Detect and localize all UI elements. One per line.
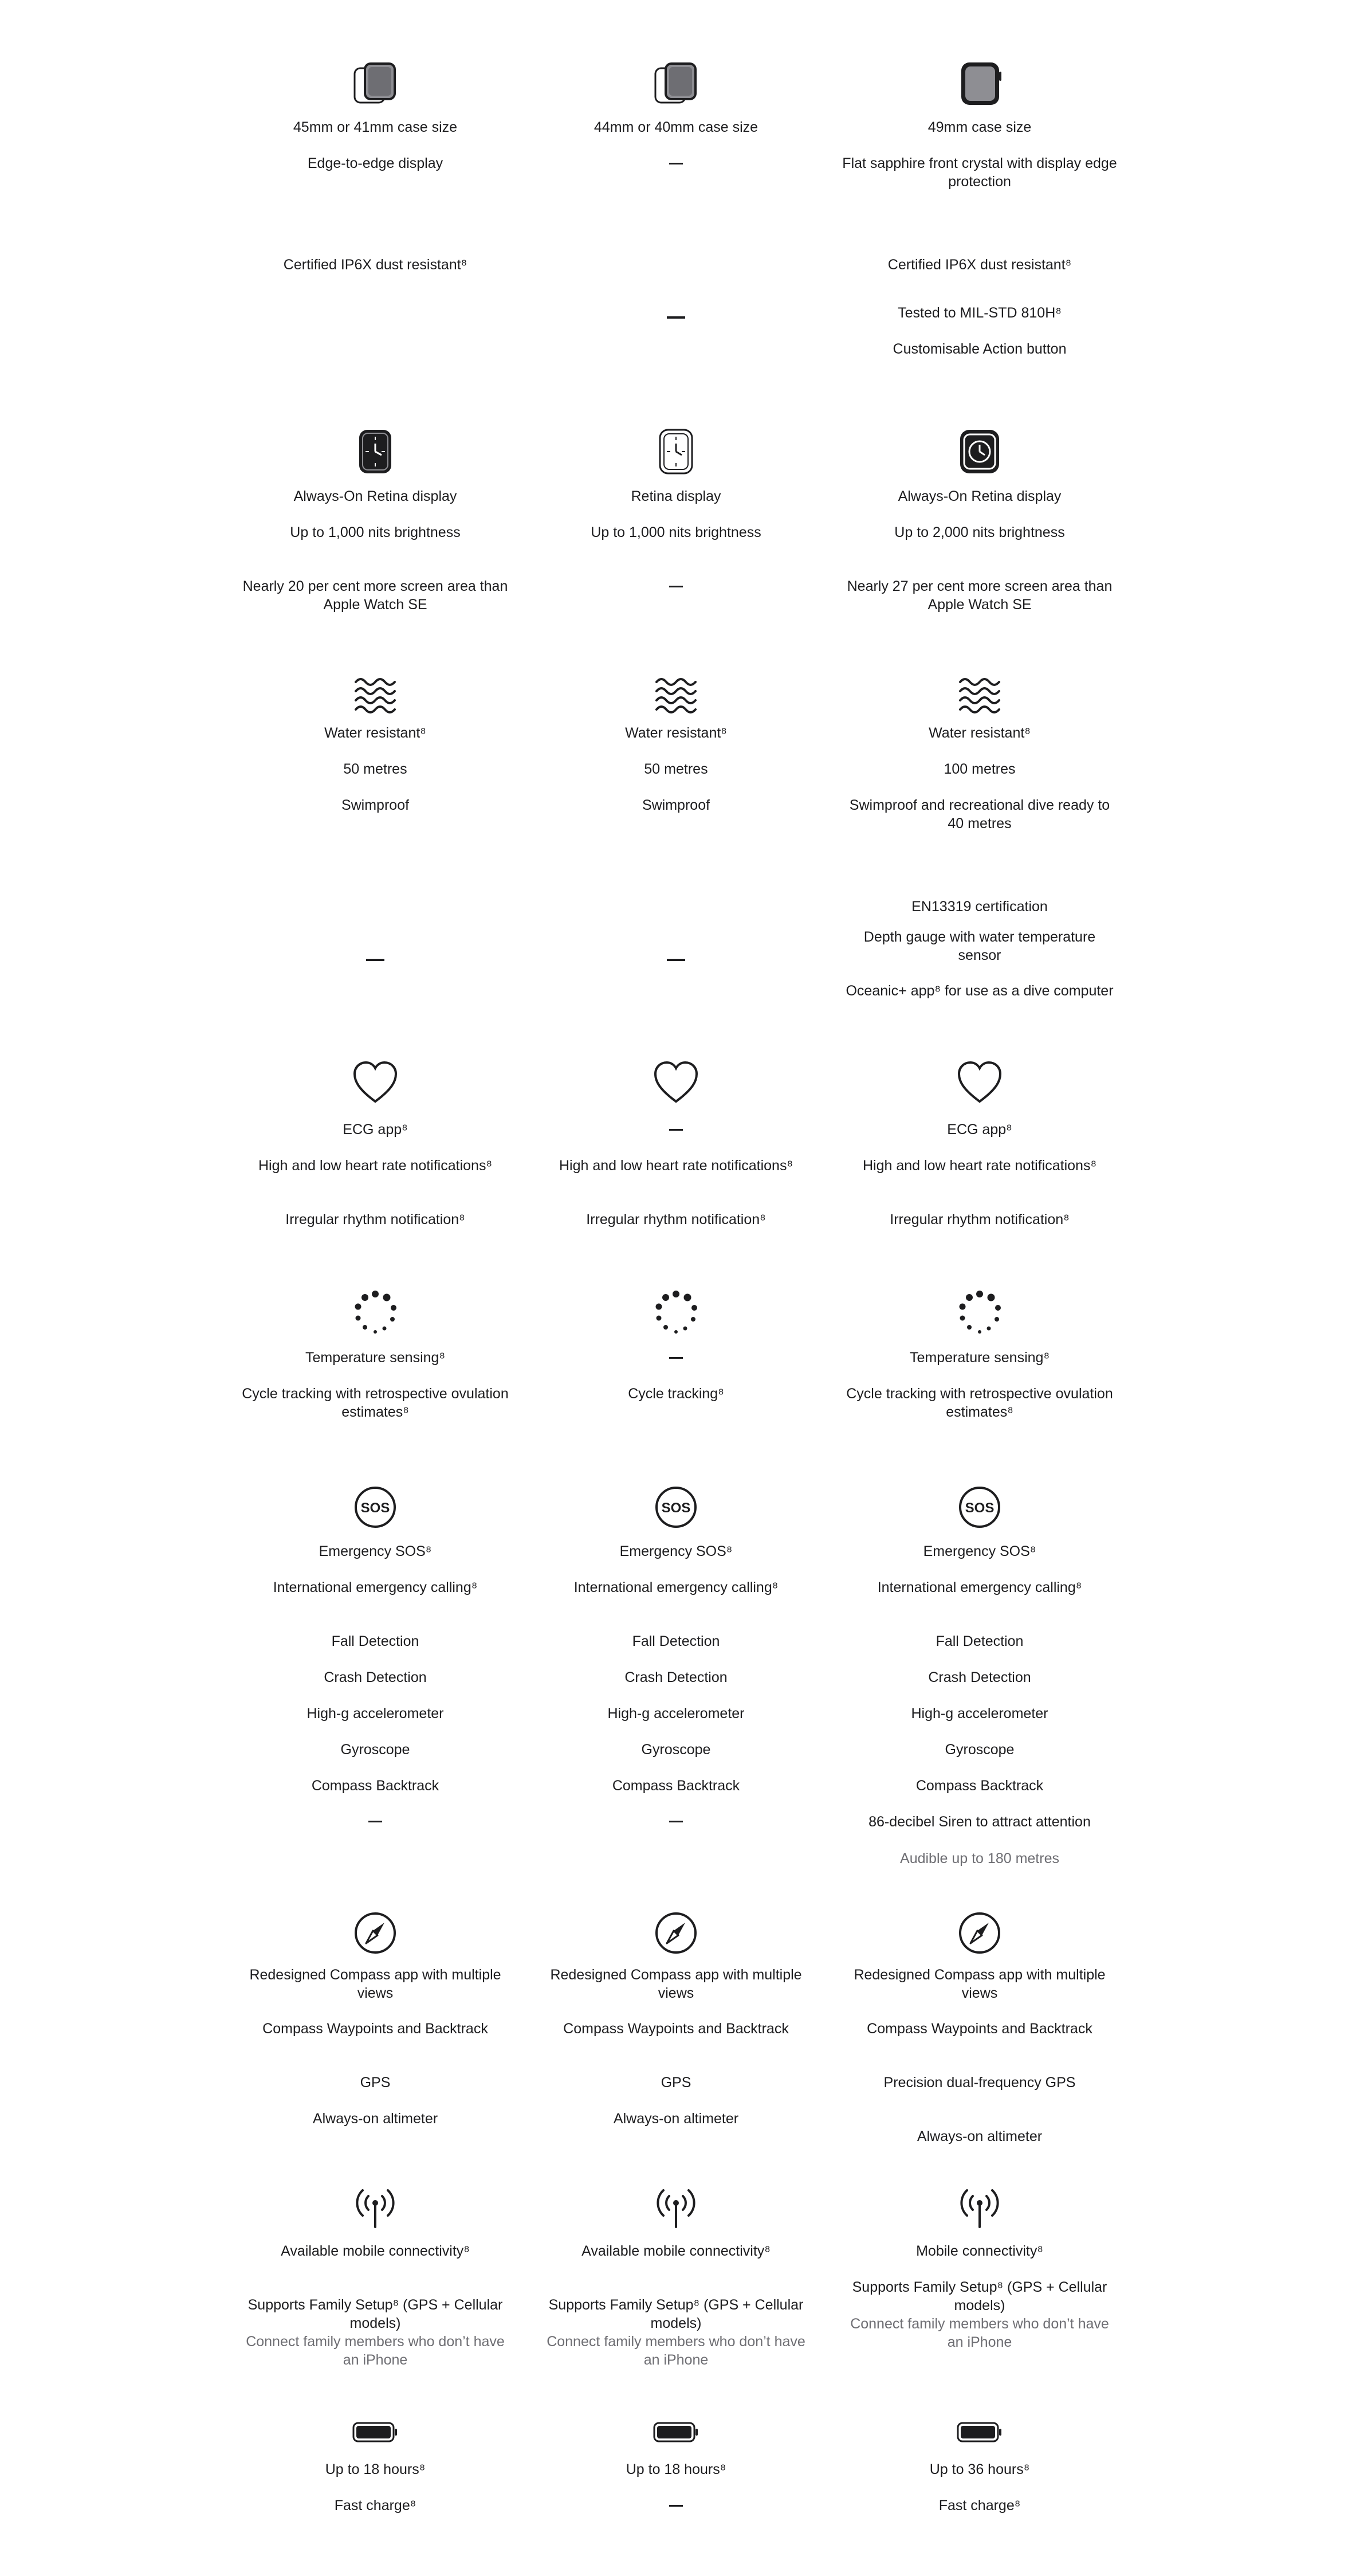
water-icon bbox=[957, 672, 1003, 717]
swimproof-text: Swimproof bbox=[341, 797, 410, 813]
emergency-sos-text: Emergency SOS⁸ bbox=[619, 1543, 733, 1559]
altimeter-text: Always-on altimeter bbox=[312, 2111, 438, 2127]
siren-note: Audible up to 180 metres bbox=[900, 1850, 1059, 1867]
svg-text:SOS: SOS bbox=[965, 1500, 995, 1516]
backtrack-text: Compass Backtrack bbox=[915, 1778, 1044, 1794]
always-on-display-icon bbox=[957, 429, 1003, 475]
cellular-icon bbox=[653, 2186, 699, 2232]
screen-area-not-available-dash bbox=[669, 586, 683, 587]
case-size-text: 44mm or 40mm case size bbox=[594, 119, 758, 135]
display-front-text: Flat sapphire front crystal with display edge protection bbox=[842, 155, 1117, 190]
dust-resistant-text: Certified IP6X dust resistant⁸ bbox=[887, 257, 1072, 273]
intl-calling-text: International emergency calling⁸ bbox=[573, 1579, 779, 1595]
always-on-display-icon bbox=[352, 429, 398, 475]
crash-detection-text: Crash Detection bbox=[928, 1669, 1031, 1685]
battery-text: Up to 36 hours⁸ bbox=[929, 2461, 1030, 2477]
cycle-tracking-text: Cycle tracking with retrospective ovulation estimates⁸ bbox=[846, 1386, 1113, 1420]
irregular-rhythm-text: Irregular rhythm notification⁸ bbox=[890, 1211, 1070, 1228]
dive-not-available-dash bbox=[366, 959, 384, 961]
intl-calling-text: International emergency calling⁸ bbox=[877, 1579, 1082, 1595]
heart-rate-text: High and low heart rate notifications⁸ bbox=[559, 1158, 793, 1174]
cellular-icon bbox=[352, 2186, 398, 2232]
siren-not-available-dash bbox=[669, 1821, 683, 1822]
durability-not-available-dash bbox=[667, 316, 685, 319]
compass-app-text: Redesigned Compass app with multiple views bbox=[249, 1967, 501, 2001]
display-type-text: Always-On Retina display bbox=[293, 488, 457, 504]
heart-icon bbox=[957, 1060, 1003, 1106]
brightness-text: Up to 1,000 nits brightness bbox=[591, 524, 761, 540]
heart-rate-text: High and low heart rate notifications⁸ bbox=[863, 1158, 1096, 1174]
accelerometer-text: High-g accelerometer bbox=[607, 1705, 745, 1722]
altimeter-text: Always-on altimeter bbox=[917, 2128, 1043, 2144]
cycle-tracking-icon bbox=[352, 1289, 398, 1335]
mil-std-text: Tested to MIL-STD 810H⁸ bbox=[898, 305, 1062, 321]
fast-charge-text: Fast charge⁸ bbox=[334, 2497, 416, 2514]
cycle-tracking-text: Cycle tracking with retrospective ovulation estimates⁸ bbox=[242, 1386, 509, 1420]
temperature-text: Temperature sensing⁸ bbox=[909, 1350, 1050, 1366]
backtrack-text: Compass Backtrack bbox=[311, 1778, 439, 1794]
case-size-icon bbox=[352, 60, 398, 106]
water-depth-text: 100 metres bbox=[944, 761, 1016, 777]
case-size-text: 49mm case size bbox=[927, 119, 1032, 135]
battery-icon bbox=[957, 2409, 1003, 2455]
emergency-sos-text: Emergency SOS⁸ bbox=[923, 1543, 1036, 1559]
compass-app-text: Redesigned Compass app with multiple views bbox=[550, 1967, 802, 2001]
screen-area-text: Nearly 20 per cent more screen area than Apple Watch SE bbox=[242, 578, 508, 613]
oceanic-app-text: Oceanic+ app⁸ for use as a dive computer bbox=[846, 983, 1114, 999]
siren-not-available-dash bbox=[368, 1821, 382, 1822]
fast-charge-not-available-dash bbox=[669, 2505, 683, 2507]
gyroscope-text: Gyroscope bbox=[340, 1742, 410, 1758]
retina-display-icon bbox=[653, 429, 699, 475]
compass-icon bbox=[352, 1910, 398, 1956]
en13319-text: EN13319 certification bbox=[911, 899, 1048, 915]
water-resistant-text: Water resistant⁸ bbox=[625, 725, 727, 741]
temperature-not-available-dash bbox=[669, 1357, 683, 1359]
irregular-rhythm-text: Irregular rhythm notification⁸ bbox=[586, 1211, 766, 1228]
crash-detection-text: Crash Detection bbox=[324, 1669, 427, 1685]
family-setup-text: Supports Family Setup⁸ (GPS + Cellular models) bbox=[852, 2279, 1107, 2314]
fall-detection-text: Fall Detection bbox=[632, 1633, 720, 1649]
swimproof-text: Swimproof and recreational dive ready to 40 metres bbox=[849, 797, 1110, 832]
dive-not-available-dash bbox=[667, 959, 685, 961]
sos-icon bbox=[957, 1484, 1003, 1530]
brightness-text: Up to 1,000 nits brightness bbox=[290, 524, 461, 540]
cycle-tracking-text: Cycle tracking⁸ bbox=[628, 1386, 724, 1402]
water-resistant-text: Water resistant⁸ bbox=[324, 725, 426, 741]
water-icon bbox=[653, 672, 699, 717]
water-depth-text: 50 metres bbox=[343, 761, 407, 777]
cycle-tracking-icon bbox=[653, 1289, 699, 1335]
svg-text:SOS: SOS bbox=[661, 1500, 691, 1516]
compass-icon bbox=[957, 1910, 1003, 1956]
family-setup-text: Supports Family Setup⁸ (GPS + Cellular models) bbox=[548, 2297, 804, 2331]
action-button-text: Customisable Action button bbox=[893, 341, 1067, 357]
fall-detection-text: Fall Detection bbox=[936, 1633, 1024, 1649]
case-size-icon bbox=[653, 60, 699, 106]
cycle-tracking-icon bbox=[957, 1289, 1003, 1335]
backtrack-text: Compass Backtrack bbox=[612, 1778, 740, 1794]
gps-text: Precision dual-frequency GPS bbox=[883, 2075, 1076, 2091]
dust-resistant-text: Certified IP6X dust resistant⁸ bbox=[283, 257, 467, 273]
case-size-icon bbox=[957, 60, 1003, 106]
cellular-icon bbox=[957, 2186, 1003, 2232]
svg-text:SOS: SOS bbox=[360, 1500, 390, 1516]
water-resistant-text: Water resistant⁸ bbox=[929, 725, 1031, 741]
gps-text: GPS bbox=[661, 2075, 691, 2091]
fast-charge-text: Fast charge⁸ bbox=[938, 2497, 1021, 2514]
waypoints-text: Compass Waypoints and Backtrack bbox=[867, 2021, 1092, 2037]
display-type-text: Always-On Retina display bbox=[898, 488, 1062, 504]
family-setup-note: Connect family members who don’t have an iPhone bbox=[850, 2316, 1109, 2350]
waypoints-text: Compass Waypoints and Backtrack bbox=[563, 2021, 789, 2037]
display-type-text: Retina display bbox=[631, 488, 721, 504]
family-setup-text: Supports Family Setup⁸ (GPS + Cellular models) bbox=[247, 2297, 503, 2331]
gps-text: GPS bbox=[360, 2075, 391, 2091]
intl-calling-text: International emergency calling⁸ bbox=[273, 1579, 478, 1595]
battery-icon bbox=[653, 2409, 699, 2455]
heart-icon bbox=[352, 1060, 398, 1106]
crash-detection-text: Crash Detection bbox=[624, 1669, 728, 1685]
ecg-text: ECG app⁸ bbox=[343, 1122, 408, 1138]
heart-rate-text: High and low heart rate notifications⁸ bbox=[258, 1158, 492, 1174]
waypoints-text: Compass Waypoints and Backtrack bbox=[262, 2021, 488, 2037]
fall-detection-text: Fall Detection bbox=[331, 1633, 419, 1649]
temperature-text: Temperature sensing⁸ bbox=[305, 1350, 445, 1366]
water-depth-text: 50 metres bbox=[644, 761, 708, 777]
battery-icon bbox=[352, 2409, 398, 2455]
irregular-rhythm-text: Irregular rhythm notification⁸ bbox=[285, 1211, 465, 1228]
sos-icon bbox=[352, 1484, 398, 1530]
family-setup-note: Connect family members who don’t have an iPhone bbox=[246, 2334, 505, 2368]
battery-text: Up to 18 hours⁸ bbox=[626, 2461, 726, 2477]
screen-area-text: Nearly 27 per cent more screen area than Apple Watch SE bbox=[847, 578, 1113, 613]
gyroscope-text: Gyroscope bbox=[945, 1742, 1015, 1758]
mobile-connectivity-text: Available mobile connectivity⁸ bbox=[581, 2243, 771, 2259]
display-front-not-available-dash bbox=[669, 163, 683, 164]
depth-gauge-text: Depth gauge with water temperature sensor bbox=[863, 929, 1096, 963]
display-front-text: Edge-to-edge display bbox=[307, 155, 443, 171]
gyroscope-text: Gyroscope bbox=[641, 1742, 711, 1758]
family-setup-note: Connect family members who don’t have an iPhone bbox=[547, 2334, 805, 2368]
sos-icon bbox=[653, 1484, 699, 1530]
case-size-text: 45mm or 41mm case size bbox=[293, 119, 458, 135]
swimproof-text: Swimproof bbox=[642, 797, 710, 813]
ecg-text: ECG app⁸ bbox=[947, 1122, 1012, 1138]
water-icon bbox=[352, 672, 398, 717]
siren-text: 86-decibel Siren to attract attention bbox=[868, 1814, 1091, 1830]
brightness-text: Up to 2,000 nits brightness bbox=[894, 524, 1065, 540]
compass-icon bbox=[653, 1910, 699, 1956]
emergency-sos-text: Emergency SOS⁸ bbox=[319, 1543, 432, 1559]
battery-text: Up to 18 hours⁸ bbox=[325, 2461, 426, 2477]
accelerometer-text: High-g accelerometer bbox=[911, 1705, 1048, 1722]
accelerometer-text: High-g accelerometer bbox=[306, 1705, 444, 1722]
heart-icon bbox=[653, 1060, 699, 1106]
compass-app-text: Redesigned Compass app with multiple views bbox=[854, 1967, 1106, 2001]
mobile-connectivity-text: Mobile connectivity⁸ bbox=[916, 2243, 1043, 2259]
mobile-connectivity-text: Available mobile connectivity⁸ bbox=[281, 2243, 470, 2259]
ecg-not-available-dash bbox=[669, 1129, 683, 1131]
altimeter-text: Always-on altimeter bbox=[613, 2111, 739, 2127]
